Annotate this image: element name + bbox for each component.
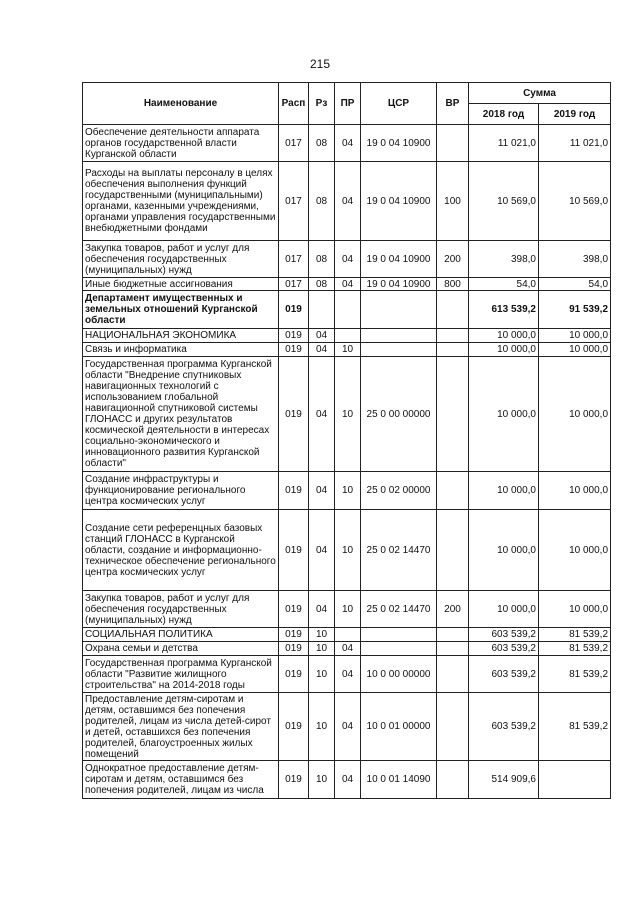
header-vr: ВР [437, 83, 469, 125]
cell-rz: 04 [309, 329, 335, 343]
cell-rasp: 017 [279, 125, 309, 162]
cell-y2018: 603 539,2 [469, 642, 539, 656]
cell-name: Создание инфраструктуры и функционирование регионального центра космических услуг [83, 472, 279, 510]
cell-pr: 04 [335, 278, 361, 291]
cell-name: СОЦИАЛЬНАЯ ПОЛИТИКА [83, 628, 279, 642]
cell-rasp: 019 [279, 291, 309, 329]
cell-pr: 04 [335, 761, 361, 799]
table-row [83, 472, 611, 510]
cell-pr [335, 329, 361, 343]
cell-csr: 10 0 00 00000 [361, 656, 437, 693]
cell-rz [309, 291, 335, 329]
cell-csr: 10 0 01 00000 [361, 693, 437, 761]
cell-y2019: 81 539,2 [539, 642, 611, 656]
cell-csr [361, 329, 437, 343]
cell-y2019: 91 539,2 [539, 291, 611, 329]
cell-rz: 08 [309, 278, 335, 291]
cell-rasp: 019 [279, 642, 309, 656]
header-rz: Рз [309, 83, 335, 125]
cell-y2018: 10 000,0 [469, 472, 539, 510]
table-row [83, 656, 611, 693]
cell-csr [361, 628, 437, 642]
cell-pr: 10 [335, 343, 361, 357]
cell-rz: 10 [309, 761, 335, 799]
cell-rasp: 019 [279, 628, 309, 642]
cell-vr [437, 642, 469, 656]
cell-name: Расходы на выплаты персоналу в целях обеспечения выполнения функций государственными (муниципальными) органами, казенными учреждениями, органами управления государственными внебюджетными фондами [83, 162, 279, 241]
cell-vr [437, 472, 469, 510]
cell-rasp: 019 [279, 591, 309, 628]
table-row [83, 125, 611, 162]
cell-y2019: 10 000,0 [539, 510, 611, 591]
table-row [83, 343, 611, 357]
cell-rasp: 019 [279, 693, 309, 761]
cell-name: Государственная программа Курганской области "Внедрение спутниковых навигационных технологий с использованием глобальной навигационной спутниковой системы ГЛОНАСС и других результатов космической деятельности в интересах социально-экономического и инновационного развития Курганской области" [83, 357, 279, 472]
cell-rasp: 019 [279, 329, 309, 343]
cell-rz: 10 [309, 628, 335, 642]
cell-y2019: 54,0 [539, 278, 611, 291]
cell-name: Предоставление детям-сиротам и детям, оставшимся без попечения родителей, лицам из числа детей-сирот и детей, оставшихся без попечения родителей, благоустроенных жилых помещений [83, 693, 279, 761]
cell-vr: 100 [437, 162, 469, 241]
cell-vr: 800 [437, 278, 469, 291]
header-csr: ЦСР [361, 83, 437, 125]
cell-y2018: 613 539,2 [469, 291, 539, 329]
cell-y2018: 10 000,0 [469, 343, 539, 357]
cell-pr: 10 [335, 591, 361, 628]
cell-name: Закупка товаров, работ и услуг для обеспечения государственных (муниципальных) нужд [83, 241, 279, 278]
cell-pr: 04 [335, 162, 361, 241]
cell-y2019: 10 569,0 [539, 162, 611, 241]
cell-vr [437, 329, 469, 343]
cell-name: Связь и информатика [83, 343, 279, 357]
cell-vr [437, 343, 469, 357]
cell-y2018: 10 000,0 [469, 329, 539, 343]
header-2019: 2019 год [539, 104, 611, 125]
cell-name: Создание сети референцных базовых станций ГЛОНАСС в Курганской области, создание и информационно-техническое обеспечение регионального центра космических услуг [83, 510, 279, 591]
cell-y2019: 10 000,0 [539, 329, 611, 343]
cell-pr [335, 628, 361, 642]
cell-rasp: 019 [279, 761, 309, 799]
cell-name: Охрана семьи и детства [83, 642, 279, 656]
cell-rasp: 019 [279, 656, 309, 693]
table-row [83, 510, 611, 591]
cell-vr [437, 357, 469, 472]
cell-y2018: 10 000,0 [469, 510, 539, 591]
cell-y2019: 10 000,0 [539, 357, 611, 472]
cell-rasp: 017 [279, 278, 309, 291]
cell-y2019: 10 000,0 [539, 591, 611, 628]
table-row [83, 291, 611, 329]
cell-rz: 10 [309, 693, 335, 761]
table-row [83, 329, 611, 343]
cell-vr [437, 693, 469, 761]
cell-csr: 19 0 04 10900 [361, 278, 437, 291]
budget-table [82, 82, 611, 799]
cell-pr: 10 [335, 510, 361, 591]
header-name: Наименование [83, 83, 279, 125]
cell-rz: 04 [309, 472, 335, 510]
table-row [83, 693, 611, 761]
cell-csr: 10 0 01 14090 [361, 761, 437, 799]
cell-y2018: 398,0 [469, 241, 539, 278]
cell-y2019: 81 539,2 [539, 628, 611, 642]
cell-name: Департамент имущественных и земельных отношений Курганской области [83, 291, 279, 329]
cell-name: Обеспечение деятельности аппарата органов государственной власти Курганской области [83, 125, 279, 162]
cell-csr: 25 0 02 14470 [361, 510, 437, 591]
cell-y2019: 11 021,0 [539, 125, 611, 162]
cell-rasp: 019 [279, 357, 309, 472]
cell-name: Закупка товаров, работ и услуг для обеспечения государственных (муниципальных) нужд [83, 591, 279, 628]
cell-y2018: 54,0 [469, 278, 539, 291]
cell-y2019: 398,0 [539, 241, 611, 278]
cell-name: НАЦИОНАЛЬНАЯ ЭКОНОМИКА [83, 329, 279, 343]
cell-rasp: 017 [279, 241, 309, 278]
cell-pr: 10 [335, 472, 361, 510]
cell-pr: 04 [335, 241, 361, 278]
cell-y2019: 81 539,2 [539, 693, 611, 761]
cell-rasp: 019 [279, 472, 309, 510]
cell-name: Государственная программа Курганской области "Развитие жилищного строительства" на 2014-2018 годы [83, 656, 279, 693]
cell-name: Иные бюджетные ассигнования [83, 278, 279, 291]
cell-vr [437, 510, 469, 591]
cell-rz: 08 [309, 125, 335, 162]
cell-rz: 10 [309, 656, 335, 693]
cell-csr [361, 642, 437, 656]
cell-y2019: 81 539,2 [539, 656, 611, 693]
cell-pr: 04 [335, 125, 361, 162]
cell-rasp: 019 [279, 510, 309, 591]
table-row [83, 761, 611, 799]
cell-rz: 08 [309, 162, 335, 241]
cell-y2018: 10 000,0 [469, 357, 539, 472]
cell-rz: 04 [309, 357, 335, 472]
table-row [83, 241, 611, 278]
table-row [83, 591, 611, 628]
cell-y2018: 10 569,0 [469, 162, 539, 241]
cell-csr: 19 0 04 10900 [361, 125, 437, 162]
table-row [83, 357, 611, 472]
cell-y2018: 514 909,6 [469, 761, 539, 799]
cell-rz: 10 [309, 642, 335, 656]
cell-pr: 04 [335, 642, 361, 656]
cell-vr [437, 628, 469, 642]
cell-y2018: 603 539,2 [469, 628, 539, 642]
cell-vr [437, 125, 469, 162]
cell-pr: 04 [335, 656, 361, 693]
cell-pr: 10 [335, 357, 361, 472]
header-pr: ПР [335, 83, 361, 125]
cell-rz: 04 [309, 343, 335, 357]
cell-vr: 200 [437, 591, 469, 628]
cell-y2019: 10 000,0 [539, 472, 611, 510]
header-rasp: Расп [279, 83, 309, 125]
cell-vr [437, 656, 469, 693]
table-row [83, 642, 611, 656]
cell-csr [361, 291, 437, 329]
cell-csr: 25 0 00 00000 [361, 357, 437, 472]
table-row [83, 278, 611, 291]
table-row [83, 162, 611, 241]
cell-y2018: 10 000,0 [469, 591, 539, 628]
cell-csr: 25 0 02 00000 [361, 472, 437, 510]
cell-csr: 19 0 04 10900 [361, 162, 437, 241]
cell-rz: 04 [309, 510, 335, 591]
cell-vr [437, 291, 469, 329]
cell-pr [335, 291, 361, 329]
page-number: 215 [309, 57, 331, 71]
cell-vr [437, 761, 469, 799]
cell-csr: 25 0 02 14470 [361, 591, 437, 628]
table-row [83, 628, 611, 642]
cell-y2018: 11 021,0 [469, 125, 539, 162]
cell-y2018: 603 539,2 [469, 656, 539, 693]
cell-vr: 200 [437, 241, 469, 278]
cell-y2019: 10 000,0 [539, 343, 611, 357]
cell-rz: 04 [309, 591, 335, 628]
cell-rasp: 019 [279, 343, 309, 357]
cell-pr: 04 [335, 693, 361, 761]
cell-y2019 [539, 761, 611, 799]
header-2018: 2018 год [469, 104, 539, 125]
cell-csr: 19 0 04 10900 [361, 241, 437, 278]
header-sum: Сумма [469, 83, 611, 104]
cell-rasp: 017 [279, 162, 309, 241]
cell-y2018: 603 539,2 [469, 693, 539, 761]
cell-rz: 08 [309, 241, 335, 278]
cell-csr [361, 343, 437, 357]
cell-name: Однократное предоставление детям-сиротам и детям, оставшимся без попечения родителей, лицам из числа [83, 761, 279, 799]
